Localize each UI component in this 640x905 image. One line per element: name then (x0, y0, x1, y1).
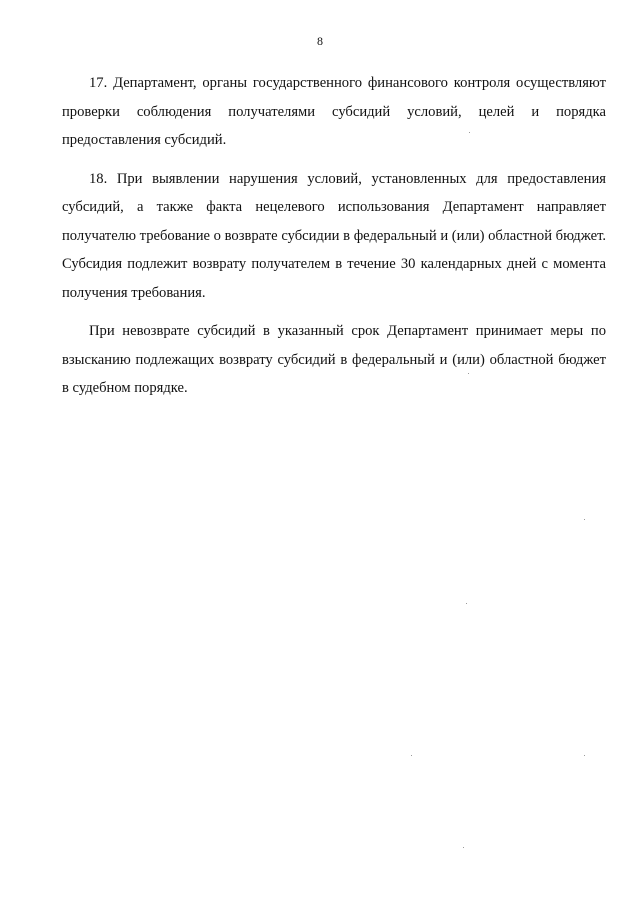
scan-speck (411, 755, 412, 756)
paragraph-17: 17. Департамент, органы государственного финансового контроля осуществляют проверки соблюдения получателями субсидий условий, целей и порядка предоставления субсидий. (62, 75, 606, 148)
scan-speck (584, 519, 585, 520)
scan-speck (466, 603, 467, 604)
scan-speck (469, 132, 470, 133)
document-body (62, 69, 606, 413)
paragraph-non-return: При невозврате субсидий в указанный срок Департамент принимает меры по взысканию подлежащих возврату субсидий в федеральный и (или) областной бюджет в судебном порядке. (62, 323, 606, 396)
paragraph-18: 18. При выявлении нарушения условий, установленных для предоставления субсидий, а также факта нецелевого использования Департамент направляет получателю требование о возврате субсидии в федеральный и (или) областной бюджет. Субсидия подлежит возврату получателем в течение 30 календарных дней с момента получения требования. (62, 170, 606, 301)
scan-speck (463, 847, 464, 848)
scan-speck (468, 373, 469, 374)
scan-speck (584, 755, 585, 756)
page-number: 8 (317, 34, 323, 48)
